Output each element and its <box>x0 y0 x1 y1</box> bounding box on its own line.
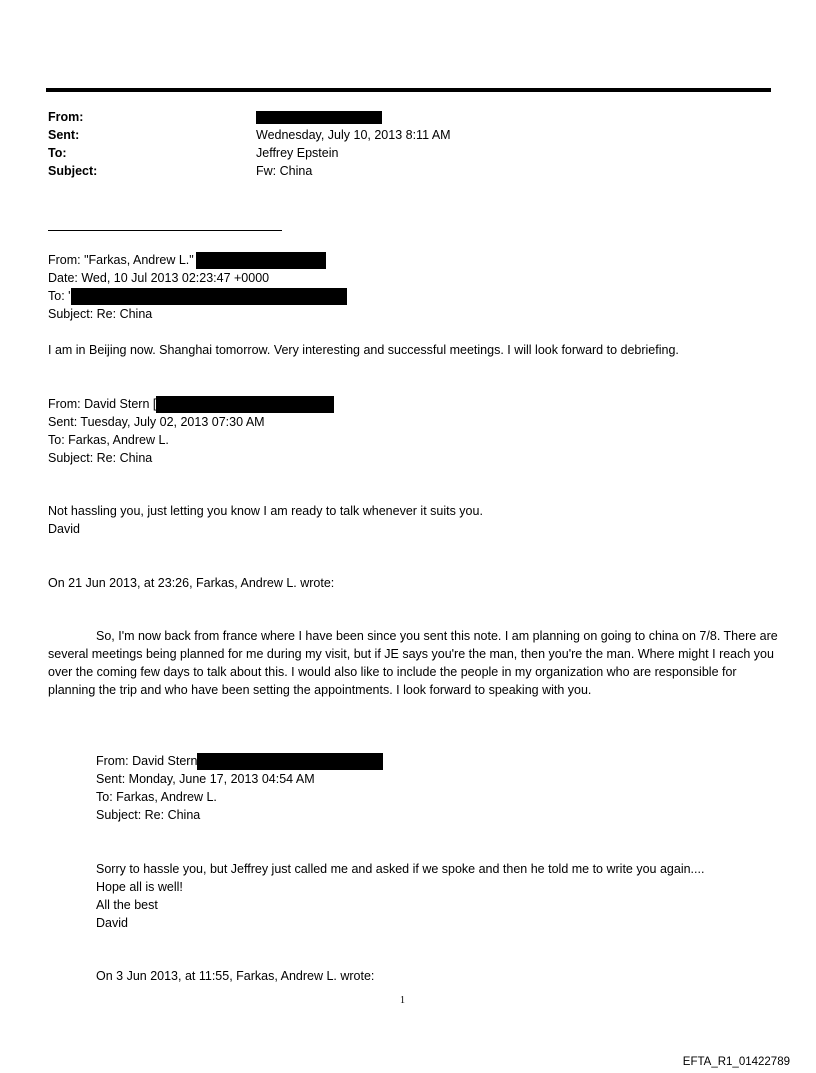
msg1-to-text: To: ' <box>48 289 71 303</box>
msg1-from-text: From: "Farkas, Andrew L." <box>48 253 194 267</box>
msg2-signature: David <box>48 522 80 536</box>
msg2-from <box>48 395 778 413</box>
msg2-subject: Subject: Re: China <box>48 451 153 465</box>
sent-value: Wednesday, July 10, 2013 8:11 AM <box>256 128 451 142</box>
email-header <box>48 108 748 180</box>
msg3-from-text: From: David Stern <box>96 754 198 768</box>
msg2-body-line: Not hassling you, just letting you know I am ready to talk whenever it suits you. <box>48 504 483 518</box>
msg3-body-line: Sorry to hassle you, but Jeffrey just called me and asked if we spoke and then he told me to write you again.... <box>96 862 705 876</box>
msg1-date: Date: Wed, 10 Jul 2013 02:23:47 +0000 <box>48 271 270 285</box>
msg2-from-text: From: David Stern [ <box>48 397 157 411</box>
document-id: EFTA_R1_01422789 <box>682 1056 790 1068</box>
sent-label: Sent: <box>48 128 80 142</box>
msg2-body <box>48 502 778 538</box>
msg2-sent: Sent: Tuesday, July 02, 2013 07:30 AM <box>48 415 265 429</box>
msg2-to: To: Farkas, Andrew L. <box>48 433 169 447</box>
msg1-from <box>48 251 778 269</box>
from-label: From: <box>48 110 84 124</box>
msg1-body: I am in Beijing now. Shanghai tomorrow. Very interesting and successful meetings. I will look forward to debriefing. <box>48 343 679 357</box>
msg3-body <box>96 860 776 932</box>
msg3-subject: Subject: Re: China <box>96 808 201 822</box>
header-sent-row <box>48 126 748 144</box>
msg3-body-line: Hope all is well! <box>96 880 183 894</box>
message-3-header <box>96 752 776 824</box>
quote1-intro <box>48 574 778 592</box>
message-1-header <box>48 251 778 323</box>
header-to-row <box>48 144 748 162</box>
quote1-body: So, I'm now back from france where I have been since you sent this note. I am planning on going to china on 7/8. There are several meetings being planned for me during my visit, but if JE says you're the man, then you're the man. Where might I reach you over the coming few days to talk about this. I would also like to include the people in my organization who are responsible for planning the trip and who have been setting the appointments. I look forward to speaking with you. <box>48 629 778 697</box>
to-label: To: <box>48 146 67 160</box>
header-subject-row <box>48 162 748 180</box>
message-2-header <box>48 395 778 467</box>
quote1-intro-text: On 21 Jun 2013, at 23:26, Farkas, Andrew L. wrote: <box>48 576 335 590</box>
page-number: 1 <box>400 995 405 1006</box>
redaction-box <box>256 111 382 124</box>
msg3-from <box>96 752 776 770</box>
redaction-box <box>156 396 334 413</box>
msg3-to: To: Farkas, Andrew L. <box>96 790 217 804</box>
redaction-box <box>197 753 383 770</box>
to-value: Jeffrey Epstein <box>256 146 339 160</box>
msg1-subject: Subject: Re: China <box>48 307 153 321</box>
separator-line <box>48 230 282 231</box>
quote2-intro-text: On 3 Jun 2013, at 11:55, Farkas, Andrew L. wrote: <box>96 969 375 983</box>
header-from-row <box>48 108 748 126</box>
redaction-box <box>196 252 326 269</box>
redaction-box <box>71 288 347 305</box>
msg1-to <box>48 287 778 305</box>
msg3-body-line: All the best <box>96 898 158 912</box>
subject-label: Subject: <box>48 164 98 178</box>
top-rule <box>46 88 771 92</box>
msg3-signature: David <box>96 916 128 930</box>
quote2-intro <box>96 967 776 985</box>
msg3-sent: Sent: Monday, June 17, 2013 04:54 AM <box>96 772 315 786</box>
from-value <box>256 108 382 126</box>
subject-value: Fw: China <box>256 164 313 178</box>
